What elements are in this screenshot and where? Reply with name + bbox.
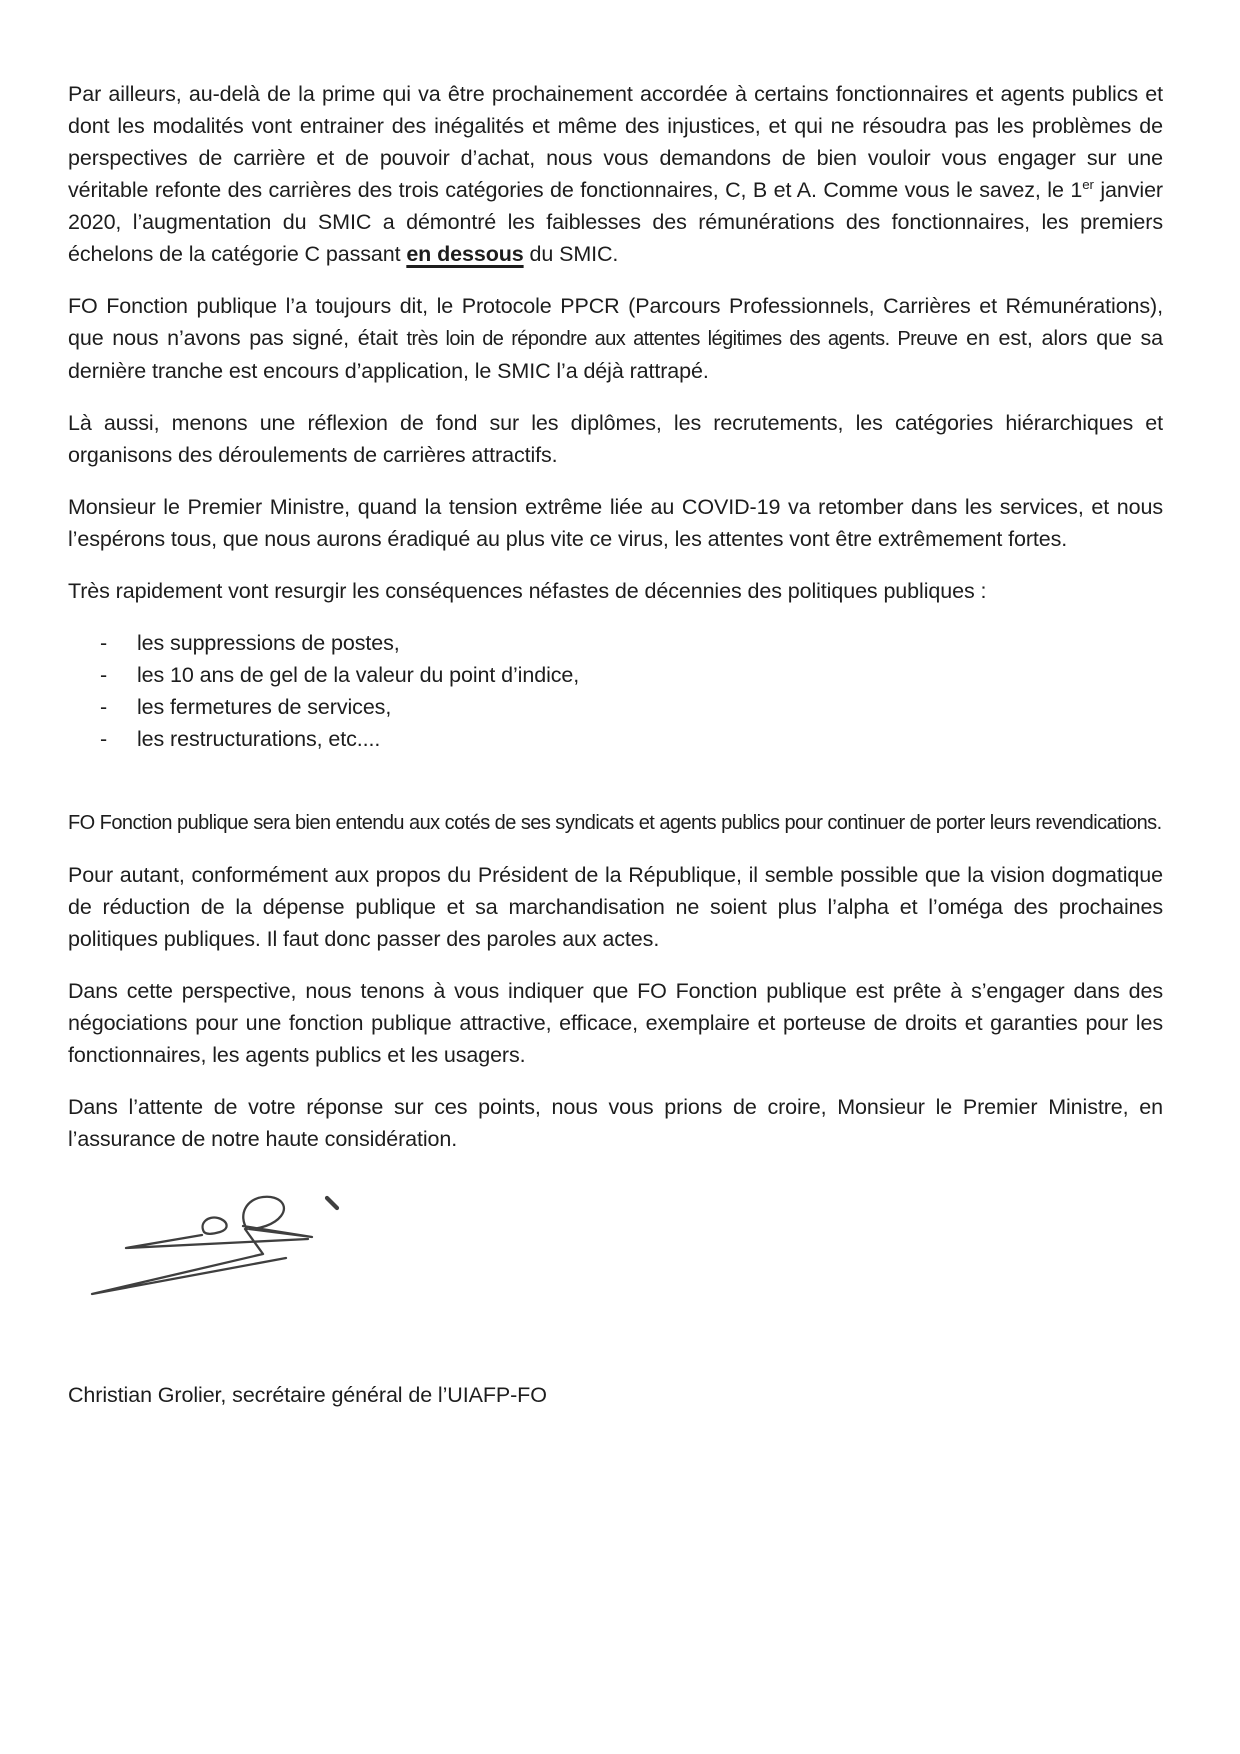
- ordinal-superscript: er: [1082, 176, 1094, 192]
- list-item-text: les fermetures de services,: [137, 695, 392, 719]
- paragraph-covid: Monsieur le Premier Ministre, quand la tension extrême liée au COVID-19 va retomber dans les services, et nous l’espérons tous, que nous aurons éradiqué au plus vite ce virus, les attentes vont être extrêmement fortes.: [68, 495, 1163, 551]
- list-item: [68, 691, 1163, 723]
- dash-bullet-icon: -: [100, 727, 108, 751]
- signature-lower-spike: [92, 1229, 286, 1294]
- signatory-line: Christian Grolier, secrétaire général de l’UIAFP-FO: [68, 1383, 547, 1407]
- bullet-list: [68, 627, 1163, 755]
- paragraph-text: janvier 2020, l’augmentation du SMIC a démontré les faiblesses des rémunérations des fonctionnaires, les premiers échelons de la catégorie C passant: [68, 178, 1163, 266]
- signature-upper-spike: [126, 1235, 308, 1248]
- condensed-text: très loin de répondre aux attentes légitimes des agents. Preuve: [406, 328, 958, 350]
- paragraph-text: FO Fonction publique l’a toujours dit, le Protocole PPCR (Parcours Professionnels, Carrières et Rémunérations), que nous n’avons pas signé, était: [68, 294, 1163, 350]
- signature-image: [80, 1185, 360, 1310]
- paragraph-formule-politesse: Dans l’attente de votre réponse sur ces points, nous vous prions de croire, Monsieur le Premier Ministre, en l’assurance de notre haute considération.: [68, 1095, 1163, 1151]
- list-item: [68, 659, 1163, 691]
- paragraph-text: en est, alors que sa dernière tranche est encours d’application, le SMIC l’a déjà rattrapé.: [68, 326, 1164, 383]
- paragraph-text: du SMIC.: [523, 242, 619, 266]
- list-item-text: les suppressions de postes,: [137, 631, 400, 655]
- signature-big-loop: [243, 1197, 312, 1237]
- dash-bullet-icon: -: [100, 663, 108, 687]
- list-item-text: les restructurations, etc....: [137, 727, 381, 751]
- paragraph-text: Par ailleurs, au-delà de la prime qui va être prochainement accordée à certains fonctionnaires et agents publics et dont les modalités vont entrainer des inégalités et même des injustices, et qui ne résoudra pas les problèmes de perspectives de carrière et de pouvoir d’achat, nous vous demandons de bien vouloir vous engager sur une véritable refonte des carrières des trois catégories de fonctionnaires, C, B et A. Comme vous le savez, le 1: [68, 82, 1163, 202]
- paragraph-reflexion: Là aussi, menons une réflexion de fond sur les diplômes, les recrutements, les catégories hiérarchiques et organisons des déroulements de carrières attractifs.: [68, 411, 1163, 467]
- paragraph-ppcr: [68, 290, 1163, 387]
- list-item: [68, 627, 1163, 659]
- signature-block: [80, 1185, 360, 1310]
- underlined-emphasis: en dessous: [406, 242, 524, 266]
- list-item-text: les 10 ans de gel de la valeur du point d’indice,: [137, 663, 580, 687]
- dash-bullet-icon: -: [100, 695, 108, 719]
- signature-tick: [327, 1198, 337, 1208]
- paragraph-prime-carrieres: [68, 78, 1163, 270]
- paragraph-consequences-intro: Très rapidement vont resurgir les conséquences néfastes de décennies des politiques publiques :: [68, 579, 987, 603]
- dash-bullet-icon: -: [100, 631, 108, 655]
- paragraph-president: Pour autant, conformément aux propos du Président de la République, il semble possible que la vision dogmatique de réduction de la dépense publique et sa marchandisation ne soient plus l’alpha et l’oméga des prochaines politiques publiques. Il faut donc passer des paroles aux actes.: [68, 863, 1163, 951]
- list-item: [68, 723, 1163, 755]
- signature-small-loop: [203, 1218, 227, 1234]
- paragraph-revendications: FO Fonction publique sera bien entendu aux cotés de ses syndicats et agents publics pour continuer de porter leurs revendications.: [68, 812, 1162, 834]
- paragraph-negociations: Dans cette perspective, nous tenons à vous indiquer que FO Fonction publique est prête à s’engager dans des négociations pour une fonction publique attractive, efficace, exemplaire et porteuse de droits et garanties pour les fonctionnaires, les agents publics et les usagers.: [68, 979, 1163, 1067]
